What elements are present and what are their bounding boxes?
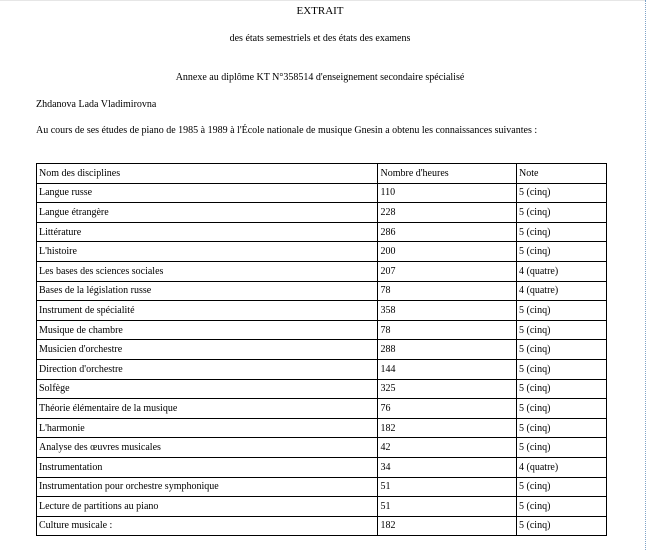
discipline-cell: Solfège bbox=[37, 379, 378, 399]
grade-cell: 5 (cinq) bbox=[517, 516, 607, 536]
hours-cell: 358 bbox=[378, 301, 517, 321]
grades-table-body bbox=[37, 164, 607, 536]
header-discipline: Nom des disciplines bbox=[37, 164, 378, 184]
discipline-cell: Instrumentation pour orchestre symphonique bbox=[37, 477, 378, 497]
table-row bbox=[37, 379, 607, 399]
grade-cell: 5 (cinq) bbox=[517, 320, 607, 340]
discipline-cell: Musique de chambre bbox=[37, 320, 378, 340]
hours-cell: 51 bbox=[378, 477, 517, 497]
discipline-cell: Analyse des œuvres musicales bbox=[37, 438, 378, 458]
discipline-cell: Langue étrangère bbox=[37, 203, 378, 223]
hours-cell: 42 bbox=[378, 438, 517, 458]
discipline-cell: L'histoire bbox=[37, 242, 378, 262]
table-row bbox=[37, 183, 607, 203]
discipline-cell: Lecture de partitions au piano bbox=[37, 497, 378, 517]
annex-line: Annexe au diplôme KT N°358514 d'enseignement secondaire spécialisé bbox=[175, 72, 465, 83]
hours-cell: 78 bbox=[378, 320, 517, 340]
discipline-cell: Les bases des sciences sociales bbox=[37, 261, 378, 281]
grade-cell: 5 (cinq) bbox=[517, 183, 607, 203]
grade-cell: 4 (quatre) bbox=[517, 261, 607, 281]
discipline-cell: Instrument de spécialité bbox=[37, 301, 378, 321]
hours-cell: 51 bbox=[378, 497, 517, 517]
table-row bbox=[37, 340, 607, 360]
table-row bbox=[37, 261, 607, 281]
grade-cell: 5 (cinq) bbox=[517, 477, 607, 497]
document-subtitle: des états semestriels et des états des examens bbox=[229, 33, 411, 44]
table-row bbox=[37, 203, 607, 223]
table-row bbox=[37, 242, 607, 262]
hours-cell: 110 bbox=[378, 183, 517, 203]
hours-cell: 144 bbox=[378, 359, 517, 379]
grade-cell: 5 (cinq) bbox=[517, 340, 607, 360]
hours-cell: 207 bbox=[378, 261, 517, 281]
intro-paragraph: Au cours de ses études de piano de 1985 à 1989 à l'École nationale de musique Gnesin a obtenu les connaissances suivantes : bbox=[36, 125, 538, 136]
grade-cell: 5 (cinq) bbox=[517, 203, 607, 223]
grade-cell: 5 (cinq) bbox=[517, 438, 607, 458]
document-title: EXTRAIT bbox=[296, 5, 344, 17]
grade-cell: 5 (cinq) bbox=[517, 399, 607, 419]
hours-cell: 288 bbox=[378, 340, 517, 360]
table-row bbox=[37, 399, 607, 419]
grade-cell: 5 (cinq) bbox=[517, 301, 607, 321]
page-right-edge bbox=[645, 0, 646, 550]
hours-cell: 286 bbox=[378, 222, 517, 242]
discipline-cell: L'harmonie bbox=[37, 418, 378, 438]
hours-cell: 182 bbox=[378, 418, 517, 438]
table-header-row bbox=[37, 164, 607, 184]
table-row bbox=[37, 320, 607, 340]
table-row bbox=[37, 301, 607, 321]
header-hours: Nombre d'heures bbox=[378, 164, 517, 184]
table-row bbox=[37, 516, 607, 536]
discipline-cell: Musicien d'orchestre bbox=[37, 340, 378, 360]
table-row bbox=[37, 457, 607, 477]
discipline-cell: Théorie élémentaire de la musique bbox=[37, 399, 378, 419]
hours-cell: 200 bbox=[378, 242, 517, 262]
discipline-cell: Littérature bbox=[37, 222, 378, 242]
hours-cell: 76 bbox=[378, 399, 517, 419]
grade-cell: 5 (cinq) bbox=[517, 379, 607, 399]
grades-table bbox=[36, 163, 607, 536]
hours-cell: 34 bbox=[378, 457, 517, 477]
discipline-cell: Langue russe bbox=[37, 183, 378, 203]
header-grade: Note bbox=[517, 164, 607, 184]
grade-cell: 5 (cinq) bbox=[517, 359, 607, 379]
grade-cell: 5 (cinq) bbox=[517, 497, 607, 517]
hours-cell: 325 bbox=[378, 379, 517, 399]
discipline-cell: Culture musicale : bbox=[37, 516, 378, 536]
discipline-cell: Instrumentation bbox=[37, 457, 378, 477]
table-row bbox=[37, 477, 607, 497]
table-row bbox=[37, 222, 607, 242]
table-row bbox=[37, 359, 607, 379]
student-name: Zhdanova Lada Vladimirovna bbox=[36, 99, 157, 110]
hours-cell: 78 bbox=[378, 281, 517, 301]
page-top-edge bbox=[0, 0, 646, 1]
table-row bbox=[37, 438, 607, 458]
hours-cell: 182 bbox=[378, 516, 517, 536]
table-row bbox=[37, 418, 607, 438]
table-row bbox=[37, 281, 607, 301]
grade-cell: 4 (quatre) bbox=[517, 457, 607, 477]
grade-cell: 5 (cinq) bbox=[517, 222, 607, 242]
table-row bbox=[37, 497, 607, 517]
grade-cell: 5 (cinq) bbox=[517, 418, 607, 438]
grade-cell: 5 (cinq) bbox=[517, 242, 607, 262]
discipline-cell: Direction d'orchestre bbox=[37, 359, 378, 379]
grade-cell: 4 (quatre) bbox=[517, 281, 607, 301]
discipline-cell: Bases de la législation russe bbox=[37, 281, 378, 301]
hours-cell: 228 bbox=[378, 203, 517, 223]
